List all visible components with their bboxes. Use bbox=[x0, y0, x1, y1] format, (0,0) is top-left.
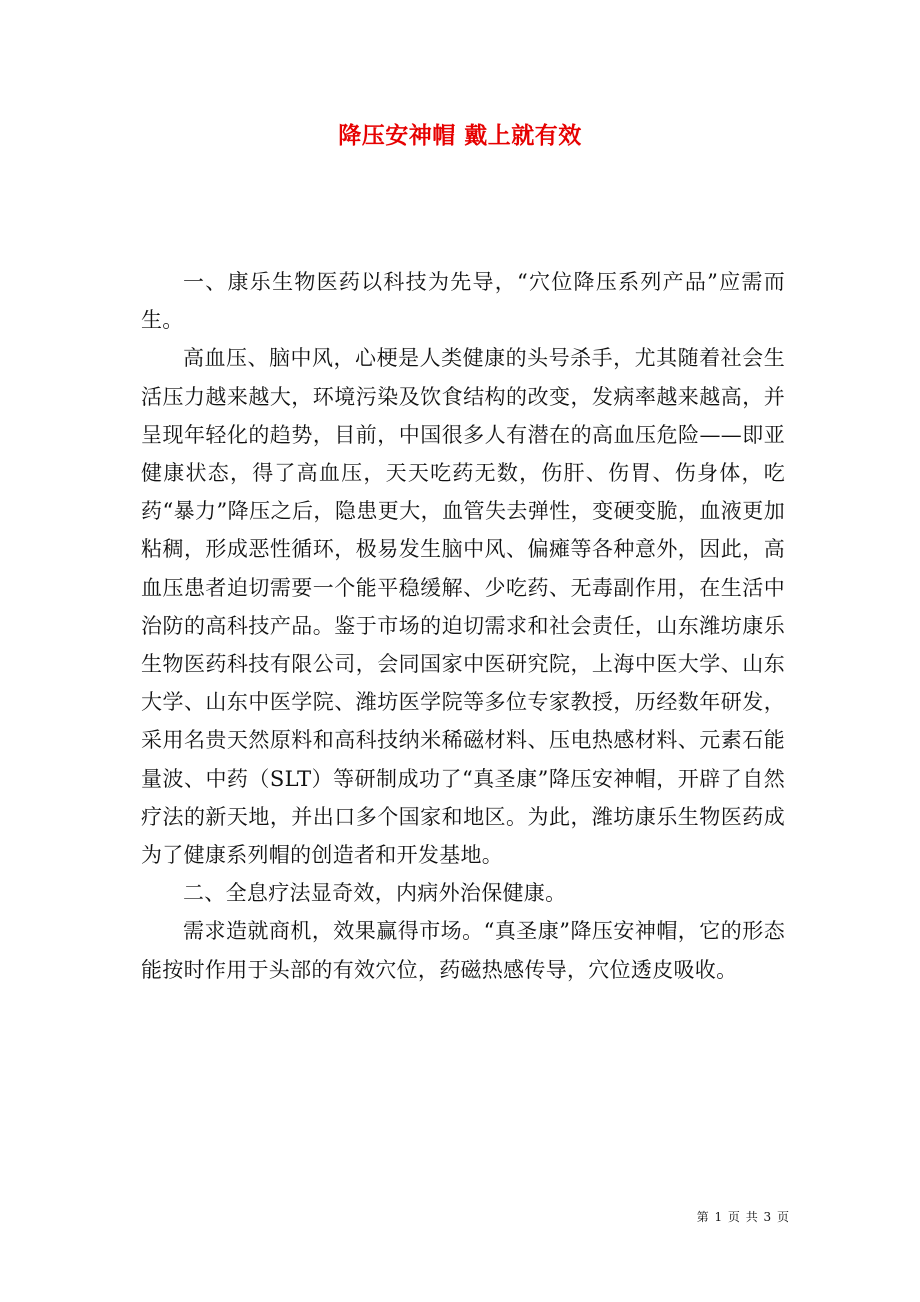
document-title: 降压安神帽 戴上就有效 bbox=[338, 122, 582, 149]
paragraph-section-two-heading: 二、全息疗法显奇效，内病外治保健康。 bbox=[183, 881, 567, 906]
paragraph-market: 需求造就商机，效果赢得市场。“真圣康”降压安神帽，它的形态能按时作用于头部的有效穴位，药磁热感传导，穴位透皮吸收。 bbox=[141, 919, 785, 982]
page-number-footer: 第 1 页 共 3 页 bbox=[696, 1210, 790, 1224]
paragraph-section-one-heading: 一、康乐生物医药以科技为先导，“穴位降压系列产品”应需而生。 bbox=[141, 270, 785, 333]
document-body bbox=[141, 263, 785, 989]
paragraph-background: 高血压、脑中风，心梗是人类健康的头号杀手，尤其随着社会生活压力越来越大，环境污染及饮食结构的改变，发病率越来越高，并呈现年轻化的趋势，目前，中国很多人有潜在的高血压危险——即亚健康状态，得了高血压，天天吃药无数，伤肝、伤胃、伤身体，吃药“暴力”降压之后，隐患更大，血管失去弹性，变硬变脆，血液更加粘稠，形成恶性循环，极易发生脑中风、偏瘫等各种意外，因此，高血压患者迫切需要一个能平稳缓解、少吃药、无毒副作用，在生活中治防的高科技产品。鉴于市场的迫切需求和社会责任，山东潍坊康乐生物医药科技有限公司，会同国家中医研究院，上海中医大学、山东大学、山东中医学院、潍坊医学院等多位专家教授，历经数年研发，采用名贵天然原料和高科技纳米稀磁材料、压电热感材料、元素石能量波、中药（SLT）等研制成功了“真圣康”降压安神帽，开辟了自然疗法的新天地，并出口多个国家和地区。为此，潍坊康乐生物医药成为了健康系列帽的创造者和开发基地。 bbox=[141, 346, 785, 868]
